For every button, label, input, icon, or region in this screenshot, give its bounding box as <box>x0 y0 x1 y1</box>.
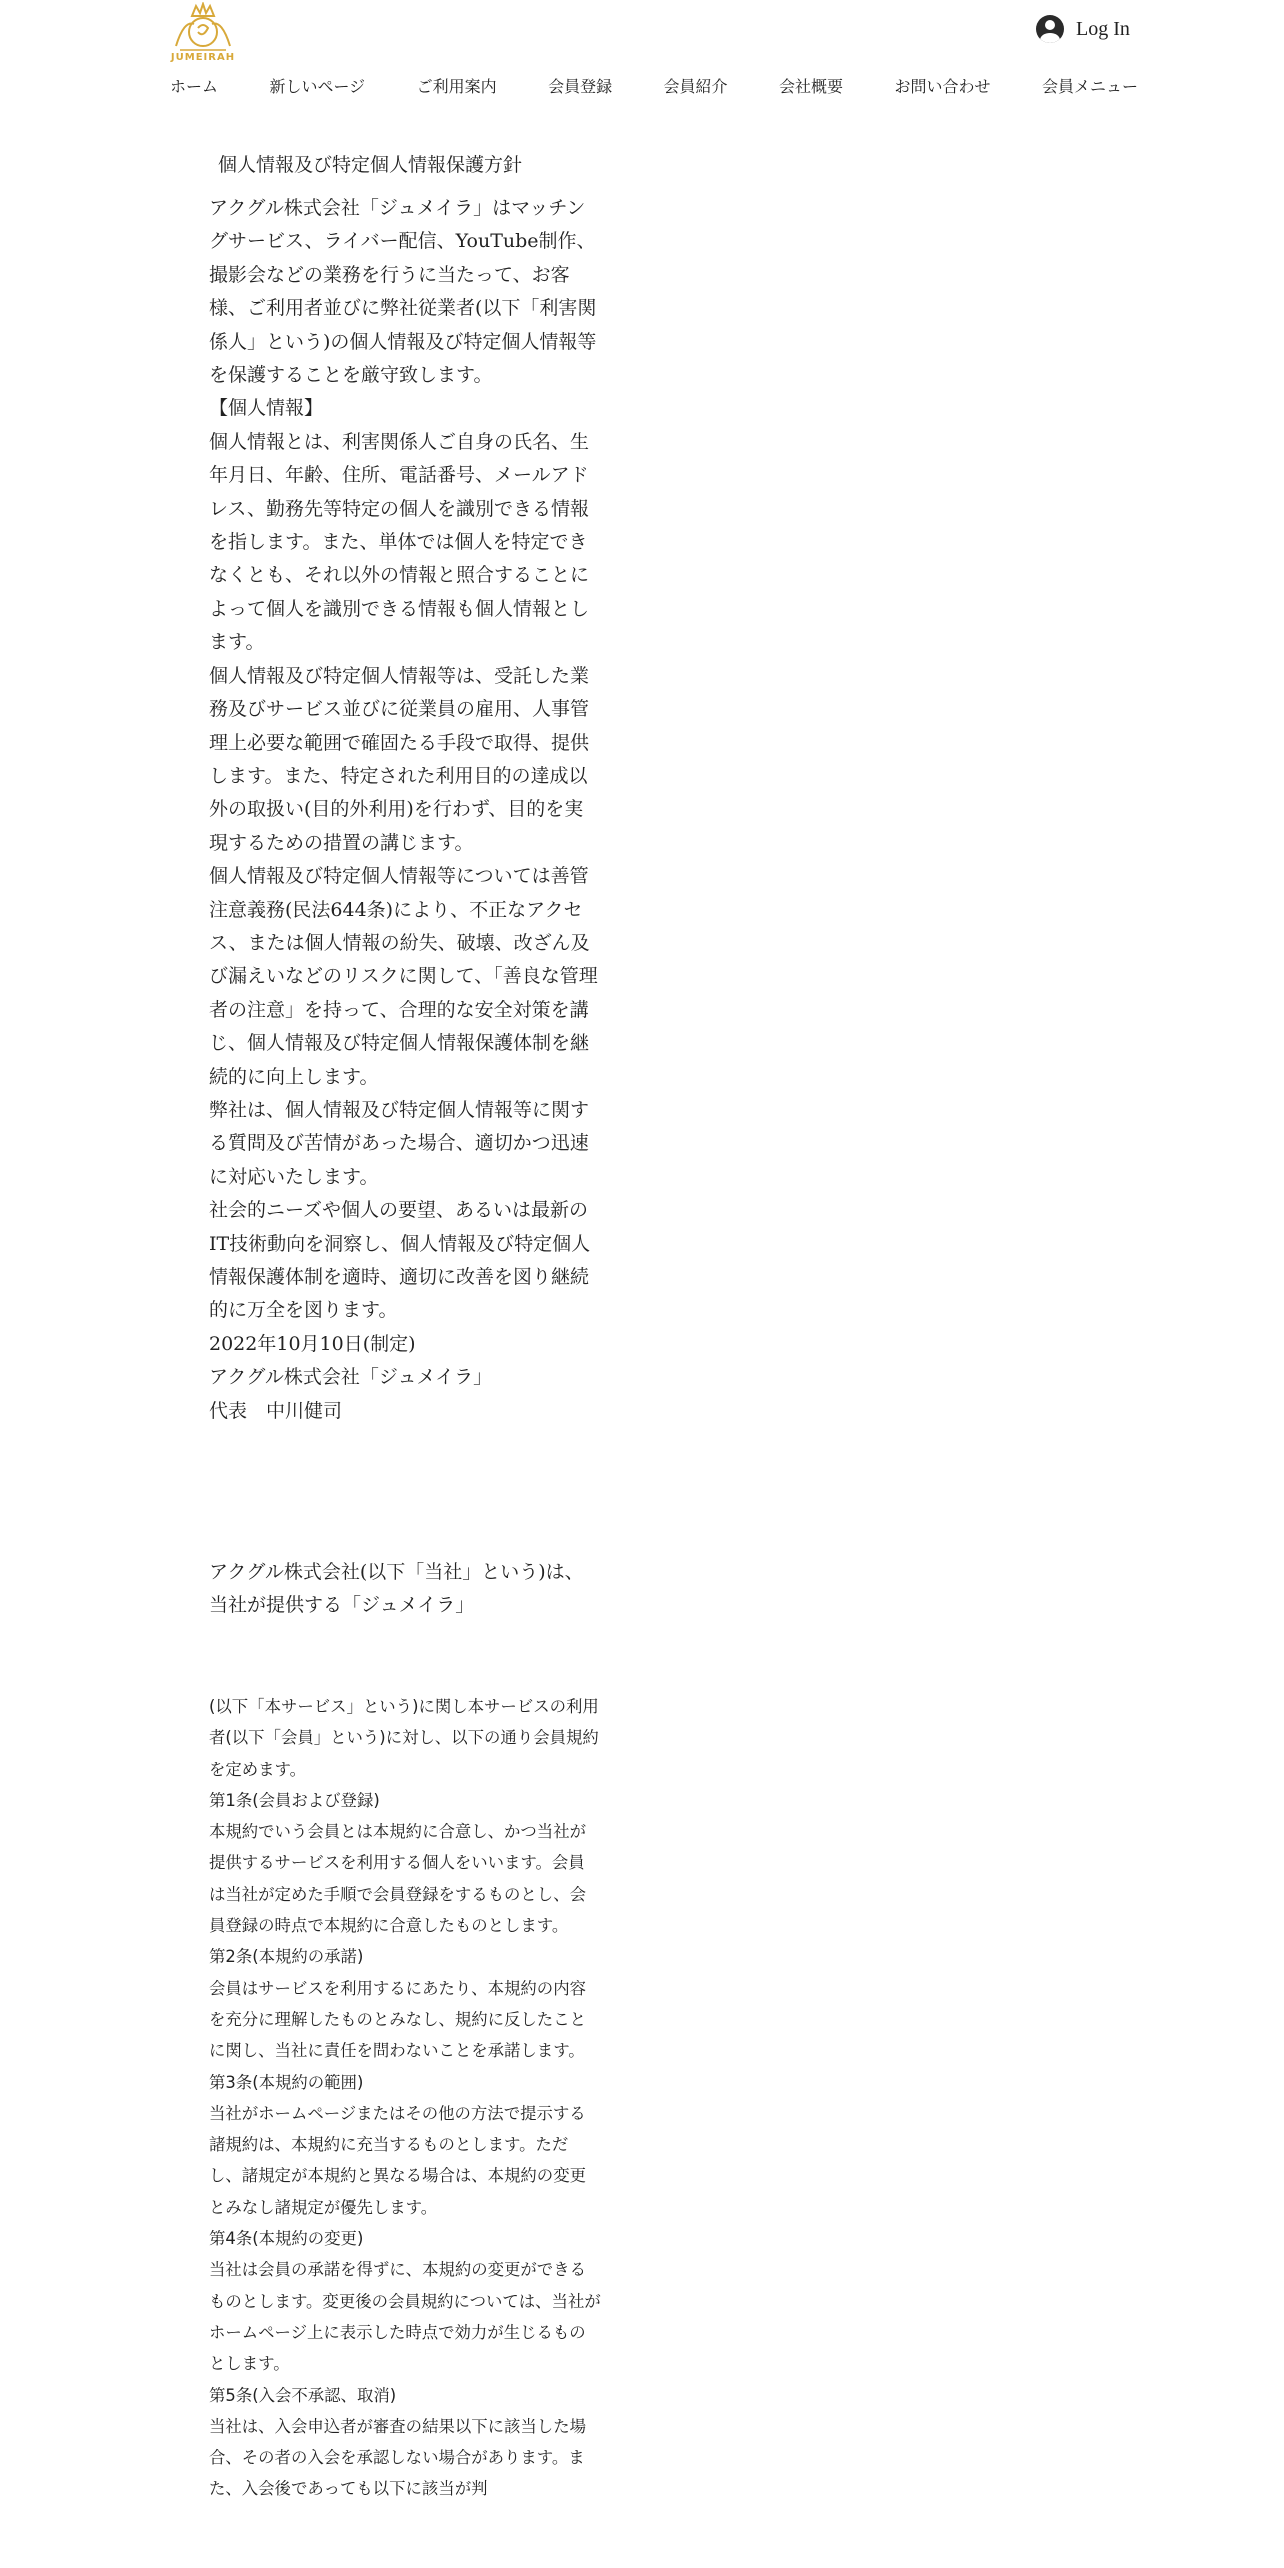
policy-paragraph: 個人情報及び特定個人情報等については善管注意義務(民法644条)により、不正なアクセス、または個人情報の紛失、破壊、改ざん及び漏えいなどのリスクに関して、「善良な管理者の注意」を持って、合理的な安全対策を講じ、個人情報及び特定個人情報保護体制を継続的に向上します。 <box>209 865 598 1088</box>
site-header <box>0 0 1284 110</box>
login-label: Log In <box>1076 17 1130 40</box>
terms-intro-large <box>209 1556 599 1623</box>
nav-item-company[interactable]: 会社概要 <box>779 76 844 96</box>
membership-terms <box>209 1691 601 2505</box>
terms-section-heading: 第1条(会員および登録) <box>209 1790 380 1810</box>
terms-section-heading: 第3条(本規約の範囲) <box>209 2072 364 2092</box>
policy-paragraph: 個人情報とは、利害関係人ご自身の氏名、生年月日、年齢、住所、電話番号、メールアドレス、勤務先等特定の個人を識別できる情報を指します。また、単体では個人を特定できなくとも、それ以外の情報と照合することによって個人を識別できる情報も個人情報とします。 <box>209 430 590 654</box>
nav-item-new-page[interactable]: 新しいページ <box>269 76 366 96</box>
nav-item-contact[interactable]: お問い合わせ <box>894 76 991 96</box>
nav-item-register[interactable]: 会員登録 <box>548 76 613 96</box>
terms-section-body: 当社は、入会申込者が審査の結果以下に該当した場合、その者の入会を承認しない場合があります。また、入会後であっても以下に該当が判 <box>209 2416 586 2499</box>
terms-section-body: 当社は会員の承諾を得ずに、本規約の変更ができるものとします。変更後の会員規約については、当社がホームページ上に表示した時点で効力が生じるものとします。 <box>209 2260 601 2374</box>
page-title: 個人情報及び特定個人情報保護方針 <box>218 154 523 176</box>
terms-section-heading: 第2条(本規約の承諾) <box>209 1947 364 1967</box>
terms-section-heading: 第5条(入会不承認、取消) <box>209 2385 397 2405</box>
terms-section-body: 当社がホームページまたはその他の方法で提示する諸規約は、本規約に充当するものとします。ただし、諸規定が本規約と異なる場合は、本規約の変更とみなし諸規定が優先します。 <box>209 2103 586 2217</box>
policy-company: アクグル株式会社「ジュメイラ」 <box>209 1366 493 1389</box>
policy-date: 2022年10月10日(制定) <box>209 1332 416 1355</box>
policy-paragraph: 社会的ニーズや個人の要望、あるいは最新のIT技術動向を洞察し、個人情報及び特定個人情報保護体制を適時、適切に改善を図り継続的に万全を図ります。 <box>209 1199 591 1322</box>
nav-item-guide[interactable]: ご利用案内 <box>416 76 497 96</box>
logo-text: JUMEIRAH <box>170 52 236 63</box>
terms-intro: (以下「本サービス」という)に関し本サービスの利用者(以下「会員」という)に対し、以下の通り会員規約を定めます。 <box>209 1697 599 1779</box>
privacy-policy-body <box>209 192 599 1428</box>
policy-representative: 代表 中川健司 <box>209 1399 343 1422</box>
policy-paragraph: 個人情報及び特定個人情報等は、受託した業務及びサービス並びに従業員の雇用、人事管理上必要な範囲で確固たる手段で取得、提供します。また、特定された利用目的の達成以外の取扱い(目的外利用)を行わず、目的を実現するための措置の講じます。 <box>209 664 590 854</box>
nav-item-member-menu[interactable]: 会員メニュー <box>1041 76 1138 96</box>
login-button[interactable] <box>1036 12 1130 46</box>
terms-intro-text: アクグル株式会社(以下「当社」という)は、当社が提供する「ジュメイラ」 <box>209 1561 584 1617</box>
user-avatar-icon <box>1036 15 1064 43</box>
nav-item-members[interactable]: 会員紹介 <box>663 76 728 96</box>
main-nav <box>170 70 1138 100</box>
terms-section-heading: 第4条(本規約の変更) <box>209 2229 364 2249</box>
policy-paragraph: アクグル株式会社「ジュメイラ」はマッチングサービス、ライバー配信、YouTube制作、撮影会などの業務を行うに当たって、お客様、ご利用者並びに弊社従業者(以下「利害関係人」という)の個人情報及び特定個人情報等を保護することを厳守致します。 <box>209 197 597 387</box>
policy-paragraph: 弊社は、個人情報及び特定個人情報等に関する質問及び苦情があった場合、適切かつ迅速に対応いたします。 <box>209 1098 590 1188</box>
crown-logo-icon <box>170 2 236 54</box>
terms-section-body: 会員はサービスを利用するにあたり、本規約の内容を充分に理解したものとみなし、規約に反したことに関し、当社に責任を問わないことを承諾します。 <box>209 1978 586 2061</box>
policy-heading: 【個人情報】 <box>209 397 324 420</box>
nav-item-home[interactable]: ホーム <box>170 76 219 96</box>
terms-section-body: 本規約でいう会員とは本規約に合意し、かつ当社が提供するサービスを利用する個人をいいます。会員は当社が定めた手順で会員登録をするものとし、会員登録の時点で本規約に合意したものとします。 <box>209 1822 586 1936</box>
site-logo[interactable] <box>168 2 238 64</box>
